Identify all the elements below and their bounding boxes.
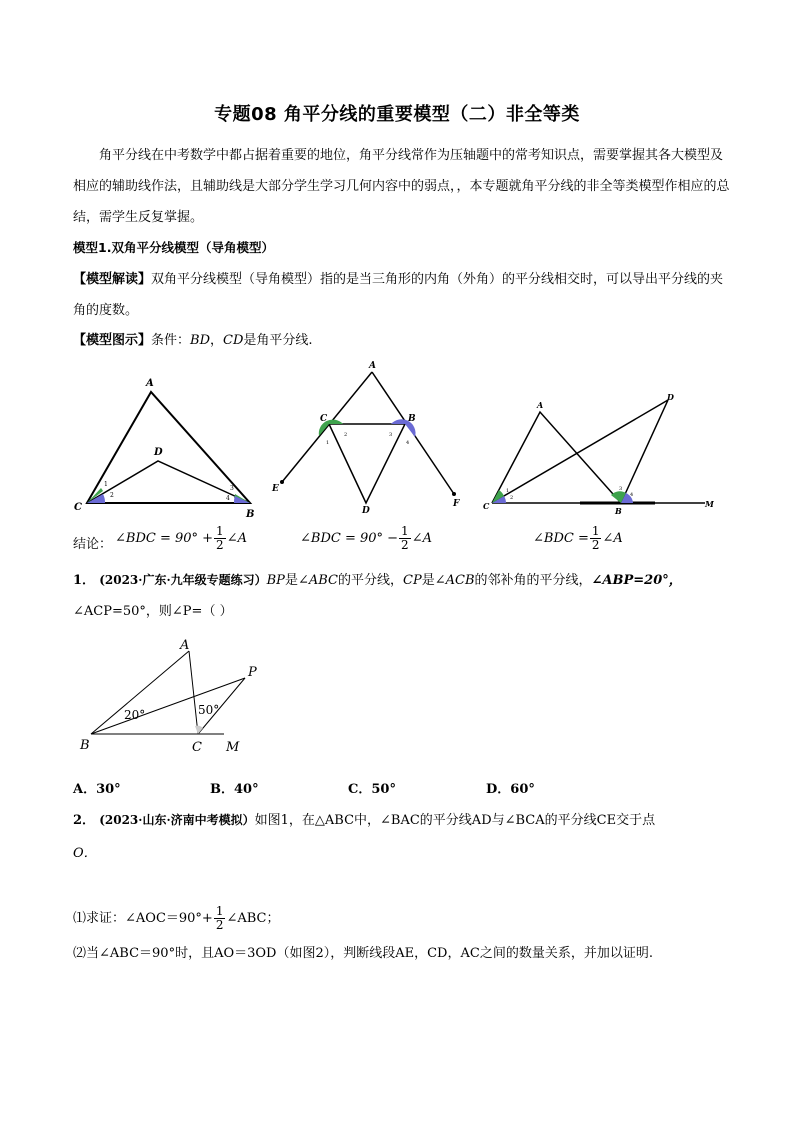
fig3-label-B: B — [615, 506, 622, 515]
formula-internal — [115, 525, 247, 552]
fig2-num-1: 1 — [326, 440, 330, 446]
q2-part1-suffix: ∠ABC； — [226, 911, 280, 926]
formula-2-left: ∠BDC = 90° − — [300, 531, 399, 546]
q2-part1-fraction — [214, 905, 226, 932]
formula-1-denominator: 2 — [216, 538, 224, 552]
interpret-label: 【模型解读】 — [73, 272, 152, 287]
q1-label-P: P — [248, 665, 257, 680]
fig2-num-3: 3 — [389, 432, 393, 438]
fig1-num-3: 3 — [230, 485, 234, 492]
figure-text-bd: BD — [190, 333, 211, 348]
figure-text-sep: ， — [210, 333, 224, 348]
figure-1-internal-bisectors — [70, 372, 270, 522]
q1-angle-50: 50° — [198, 703, 220, 717]
q1-label-B: B — [80, 738, 90, 753]
formula-1-left: ∠BDC = 90° + — [115, 531, 214, 546]
figure-label: 【模型图示】 — [73, 333, 152, 348]
q1-option-b[interactable]: B．40° — [210, 782, 259, 797]
formula-2-numerator: 1 — [401, 524, 409, 538]
model-figure-caption — [73, 325, 733, 356]
q1-text-h: 的邻补角的平分线， — [474, 573, 592, 588]
fig2-label-B: B — [408, 414, 416, 424]
formula-1-fraction — [214, 525, 226, 552]
formula-external — [300, 525, 432, 552]
fig3-label-D: D — [667, 392, 674, 402]
model-heading: 模型1.双角平分线模型（导角模型） — [73, 240, 274, 255]
q2-line2: O． — [73, 846, 97, 861]
formula-3-fraction — [590, 525, 602, 552]
fig3-label-C: C — [483, 501, 490, 511]
formula-3-left: ∠BDC = — [533, 531, 589, 546]
fig1-num-1: 1 — [104, 481, 108, 488]
interpret-text: 双角平分线模型（导角模型）指的是当三角形的内角（外角）的平分线相交时，可以导出平分线的夹角的度数。 — [73, 272, 724, 318]
q1-source: (2023·广东·九年级专题练习） — [99, 573, 267, 587]
q1-line1 — [73, 565, 733, 596]
q2-part2: ⑵当∠ABC＝90°时，且AO＝3OD（如图2），判断线段AE，CD，AC之间的数量关系，并加以证明. — [73, 946, 653, 961]
q1-figure — [72, 636, 272, 761]
page-title: 专题08 角平分线的重要模型（二）非全等类 — [214, 104, 580, 125]
formula-1-right: ∠A — [226, 531, 247, 546]
model-interpretation — [73, 264, 733, 326]
q1-option-a[interactable]: A．30° — [73, 782, 121, 797]
formula-1-numerator: 1 — [216, 524, 224, 538]
q2-part1 — [73, 903, 733, 934]
q1-option-d[interactable]: D．60° — [486, 782, 535, 797]
q2-number: 2． — [73, 813, 96, 828]
fig1-label-B: B — [246, 509, 255, 520]
q1-line2: ∠ACP=50°，则∠P=（ ） — [73, 604, 233, 619]
conclusion-label: 结论： — [73, 537, 113, 552]
formula-2-right: ∠A — [411, 531, 432, 546]
formula-2-fraction — [399, 525, 411, 552]
q1-text-a: BP — [266, 573, 285, 588]
fig2-num-4: 4 — [406, 440, 410, 446]
fig1-triangle — [87, 392, 250, 503]
q2-line1 — [73, 805, 733, 836]
q2-part1-prefix: ⑴求证：∠AOC＝90°+ — [73, 911, 213, 926]
formula-3-denominator: 2 — [591, 538, 600, 552]
q2-text1: 如图1，在△ABC中，∠BAC的平分线AD与∠BCA的平分线CE交于点 — [254, 813, 656, 828]
q1-label-M: M — [226, 740, 240, 755]
intro-paragraph: 角平分线在中考数学中都占据着重要的地位，角平分线常作为压轴题中的常考知识点，需要掌握其各大模型及相应的辅助线作法，且辅助线是大部分学生学习几何内容中的弱点，，本专题就角平分线的非全等类模型作相应的总结，需学生反复掌握。 — [73, 148, 730, 225]
figure-2-external-bisectors — [268, 358, 473, 518]
q1-text-d: 的平分线， — [337, 573, 403, 588]
fig2-num-2: 2 — [344, 432, 348, 438]
fig2-label-C: C — [320, 414, 328, 424]
q1-text-c: ∠ABC — [297, 573, 338, 588]
q1-text-i: ∠ABP=20°， — [591, 573, 682, 588]
figure-text-cd: CD — [223, 333, 244, 348]
fig3-num-1: 1 — [506, 488, 510, 494]
fig2-label-D: D — [362, 506, 370, 516]
formula-3-right: ∠A — [602, 531, 623, 546]
fig1-label-D: D — [154, 447, 163, 458]
fig3-num-4: 4 — [630, 492, 634, 498]
fig3-num-3: 3 — [619, 486, 623, 492]
figure-3-mixed-bisectors — [480, 390, 720, 515]
fig2-label-A: A — [369, 361, 376, 371]
fig3-label-M: M — [705, 499, 714, 509]
q1-label-A: A — [180, 638, 190, 653]
q1-option-c[interactable]: C．50° — [348, 782, 396, 797]
q2-source: (2023·山东·济南中考模拟） — [99, 813, 255, 827]
formula-mixed — [533, 525, 623, 552]
q1-text-b: 是 — [284, 573, 298, 588]
q1-label-C: C — [192, 740, 202, 755]
q1-angle-20: 20° — [124, 708, 146, 722]
fig2-label-F: F — [453, 499, 460, 509]
fig1-label-A: A — [146, 378, 154, 389]
fig3-num-2: 2 — [510, 495, 514, 501]
q2-denominator: 2 — [215, 918, 224, 932]
fig1-label-C: C — [74, 502, 82, 513]
fig2-label-E: E — [272, 484, 279, 494]
q2-numerator: 1 — [215, 904, 224, 918]
q1-text-g: ∠ACB — [434, 573, 475, 588]
fig1-num-4: 4 — [226, 495, 230, 502]
q1-number: 1． — [73, 573, 96, 588]
fig1-num-2: 2 — [110, 492, 114, 499]
q1-text-f: 是 — [421, 573, 435, 588]
formula-3-numerator: 1 — [591, 524, 600, 538]
formula-2-denominator: 2 — [401, 538, 409, 552]
fig3-label-A: A — [537, 400, 544, 410]
figure-text-suffix: 是角平分线. — [243, 333, 313, 348]
figure-text-prefix: 条件： — [151, 333, 191, 348]
q1-text-e: CP — [403, 573, 422, 588]
